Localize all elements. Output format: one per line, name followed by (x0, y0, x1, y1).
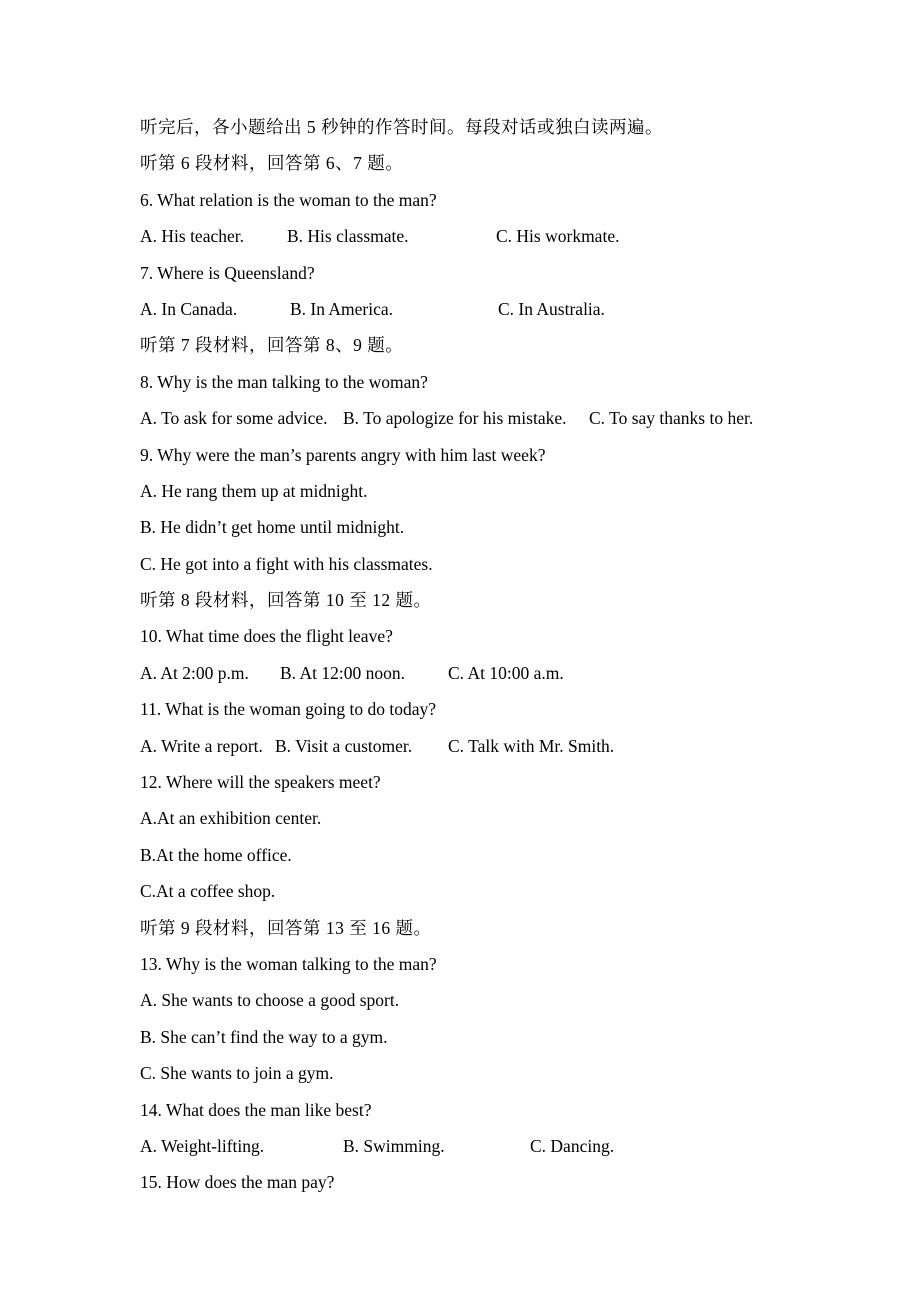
question-text: 9. Why were the man’s parents angry with him last week? (140, 444, 546, 465)
question-text: 8. Why is the man talking to the woman? (140, 371, 428, 392)
option-line: A.At an exhibition center. (140, 808, 322, 829)
material-section-header: 听第 6 段材料，回答第 6、7 题。 (140, 153, 404, 174)
option-line: C.At a coffee shop. (140, 881, 276, 902)
option-c: C. Dancing. (530, 1135, 615, 1156)
option-a: A. To ask for some advice. (140, 408, 328, 429)
question-text: 15. How does the man pay? (140, 1172, 335, 1193)
option-b: B. Visit a customer. (275, 735, 413, 756)
option-b: B. To apologize for his mistake. (343, 408, 567, 429)
options-row (140, 663, 880, 699)
options-row (140, 1136, 880, 1172)
document-body (140, 117, 880, 1209)
question-text: 7. Where is Queensland? (140, 262, 315, 283)
option-c: C. Talk with Mr. Smith. (448, 735, 615, 756)
option-line: B. He didn’t get home until midnight. (140, 517, 405, 538)
option-a: A. In Canada. (140, 298, 238, 319)
question-text: 14. What does the man like best? (140, 1099, 372, 1120)
option-b: B. His classmate. (287, 226, 409, 247)
option-c: C. To say thanks to her. (589, 408, 754, 429)
options-row (140, 299, 880, 335)
question-text: 11. What is the woman going to do today? (140, 699, 436, 720)
option-b: B. At 12:00 noon. (280, 662, 405, 683)
option-line: C. He got into a fight with his classmates. (140, 553, 433, 574)
option-line: A. She wants to choose a good sport. (140, 990, 400, 1011)
material-section-header: 听第 8 段材料，回答第 10 至 12 题。 (140, 590, 432, 611)
option-b: B. Swimming. (343, 1135, 445, 1156)
option-line: A. He rang them up at midnight. (140, 480, 368, 501)
question-text: 13. Why is the woman talking to the man? (140, 953, 437, 974)
options-row (140, 736, 880, 772)
question-text: 6. What relation is the woman to the man? (140, 189, 437, 210)
option-a: A. His teacher. (140, 226, 244, 247)
option-line: B.At the home office. (140, 844, 292, 865)
question-text: 10. What time does the flight leave? (140, 626, 393, 647)
question-text: 12. Where will the speakers meet? (140, 772, 381, 793)
option-a: A. Write a report. (140, 735, 263, 756)
option-line: C. She wants to join a gym. (140, 1063, 334, 1084)
option-c: C. His workmate. (496, 226, 620, 247)
option-a: A. At 2:00 p.m. (140, 662, 249, 683)
option-line: B. She can’t find the way to a gym. (140, 1026, 388, 1047)
material-section-header: 听第 7 段材料，回答第 8、9 题。 (140, 335, 404, 356)
option-c: C. At 10:00 a.m. (448, 662, 564, 683)
listening-instruction-line: 听完后，各小题给出 5 秒钟的作答时间。每段对话或独白读两遍。 (140, 117, 663, 137)
option-a: A. Weight-lifting. (140, 1135, 265, 1156)
option-b: B. In America. (290, 298, 394, 319)
option-c: C. In Australia. (498, 298, 605, 319)
options-row (140, 408, 880, 444)
material-section-header: 听第 9 段材料，回答第 13 至 16 题。 (140, 917, 432, 938)
options-row (140, 226, 880, 262)
